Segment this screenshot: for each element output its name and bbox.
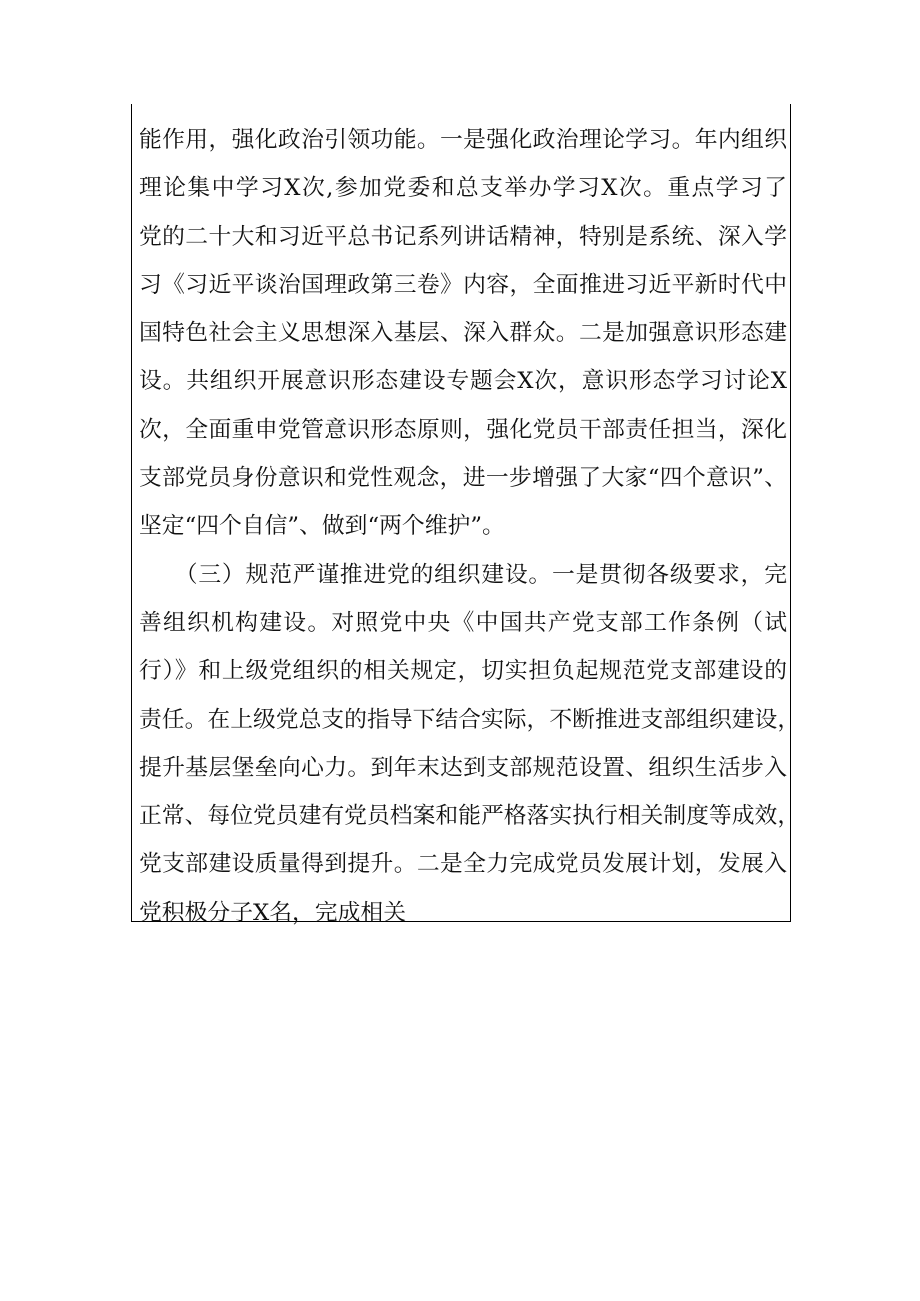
paragraph-end-line: 党积极分子X名，完成相关 <box>139 899 406 926</box>
text-line: 次，全面重申党管意识形态原则，强化党员干部责任担当，深化 <box>139 416 787 443</box>
text-line: 善组织机构建设。对照党中央《中国共产党支部工作条例（试 <box>139 609 787 636</box>
text-line: 习《习近平谈治国理政第三卷》内容，全面推进习近平新时代中 <box>139 271 787 298</box>
text-line: 能作用，强化政治引领功能。一是强化政治理论学习。年内组织 <box>139 127 787 153</box>
paragraph-end-line: 坚定“四个自信”、做到“两个维护”。 <box>139 513 505 540</box>
text-line: 理论集中学习X次,参加党委和总支举办学习X次。重点学习了 <box>139 175 787 202</box>
table-cell <box>131 104 801 926</box>
text-line: 行）》和上级党组织的相关规定，切实担负起规范党支部建设的 <box>139 658 787 685</box>
text-line: 支部党员身份意识和党性观念，进一步增强了大家“四个意识”、 <box>139 465 787 492</box>
body-text <box>139 116 801 937</box>
text-line: 国特色社会主义思想深入基层、深入群众。二是加强意识形态建 <box>139 320 787 347</box>
text-line: 党支部建设质量得到提升。二是全力完成党员发展计划，发展入 <box>139 851 787 878</box>
text-line: 党的二十大和习近平总书记系列讲话精神，特别是系统、深入学 <box>139 223 787 250</box>
section-heading-line: （三）规范严谨推进党的组织建设。一是贯彻各级要求，完 <box>139 561 787 588</box>
text-line: 责任。在上级党总支的指导下结合实际，不断推进支部组织建设， <box>139 706 801 733</box>
text-line: 正常、每位党员建有党员档案和能严格落实执行相关制度等成效， <box>139 803 801 830</box>
text-line: 提升基层堡垒向心力。到年末达到支部规范设置、组织生活步入 <box>139 754 787 781</box>
text-line: 设。共组织开展意识形态建设专题会X次，意识形态学习讨论X <box>139 368 787 395</box>
